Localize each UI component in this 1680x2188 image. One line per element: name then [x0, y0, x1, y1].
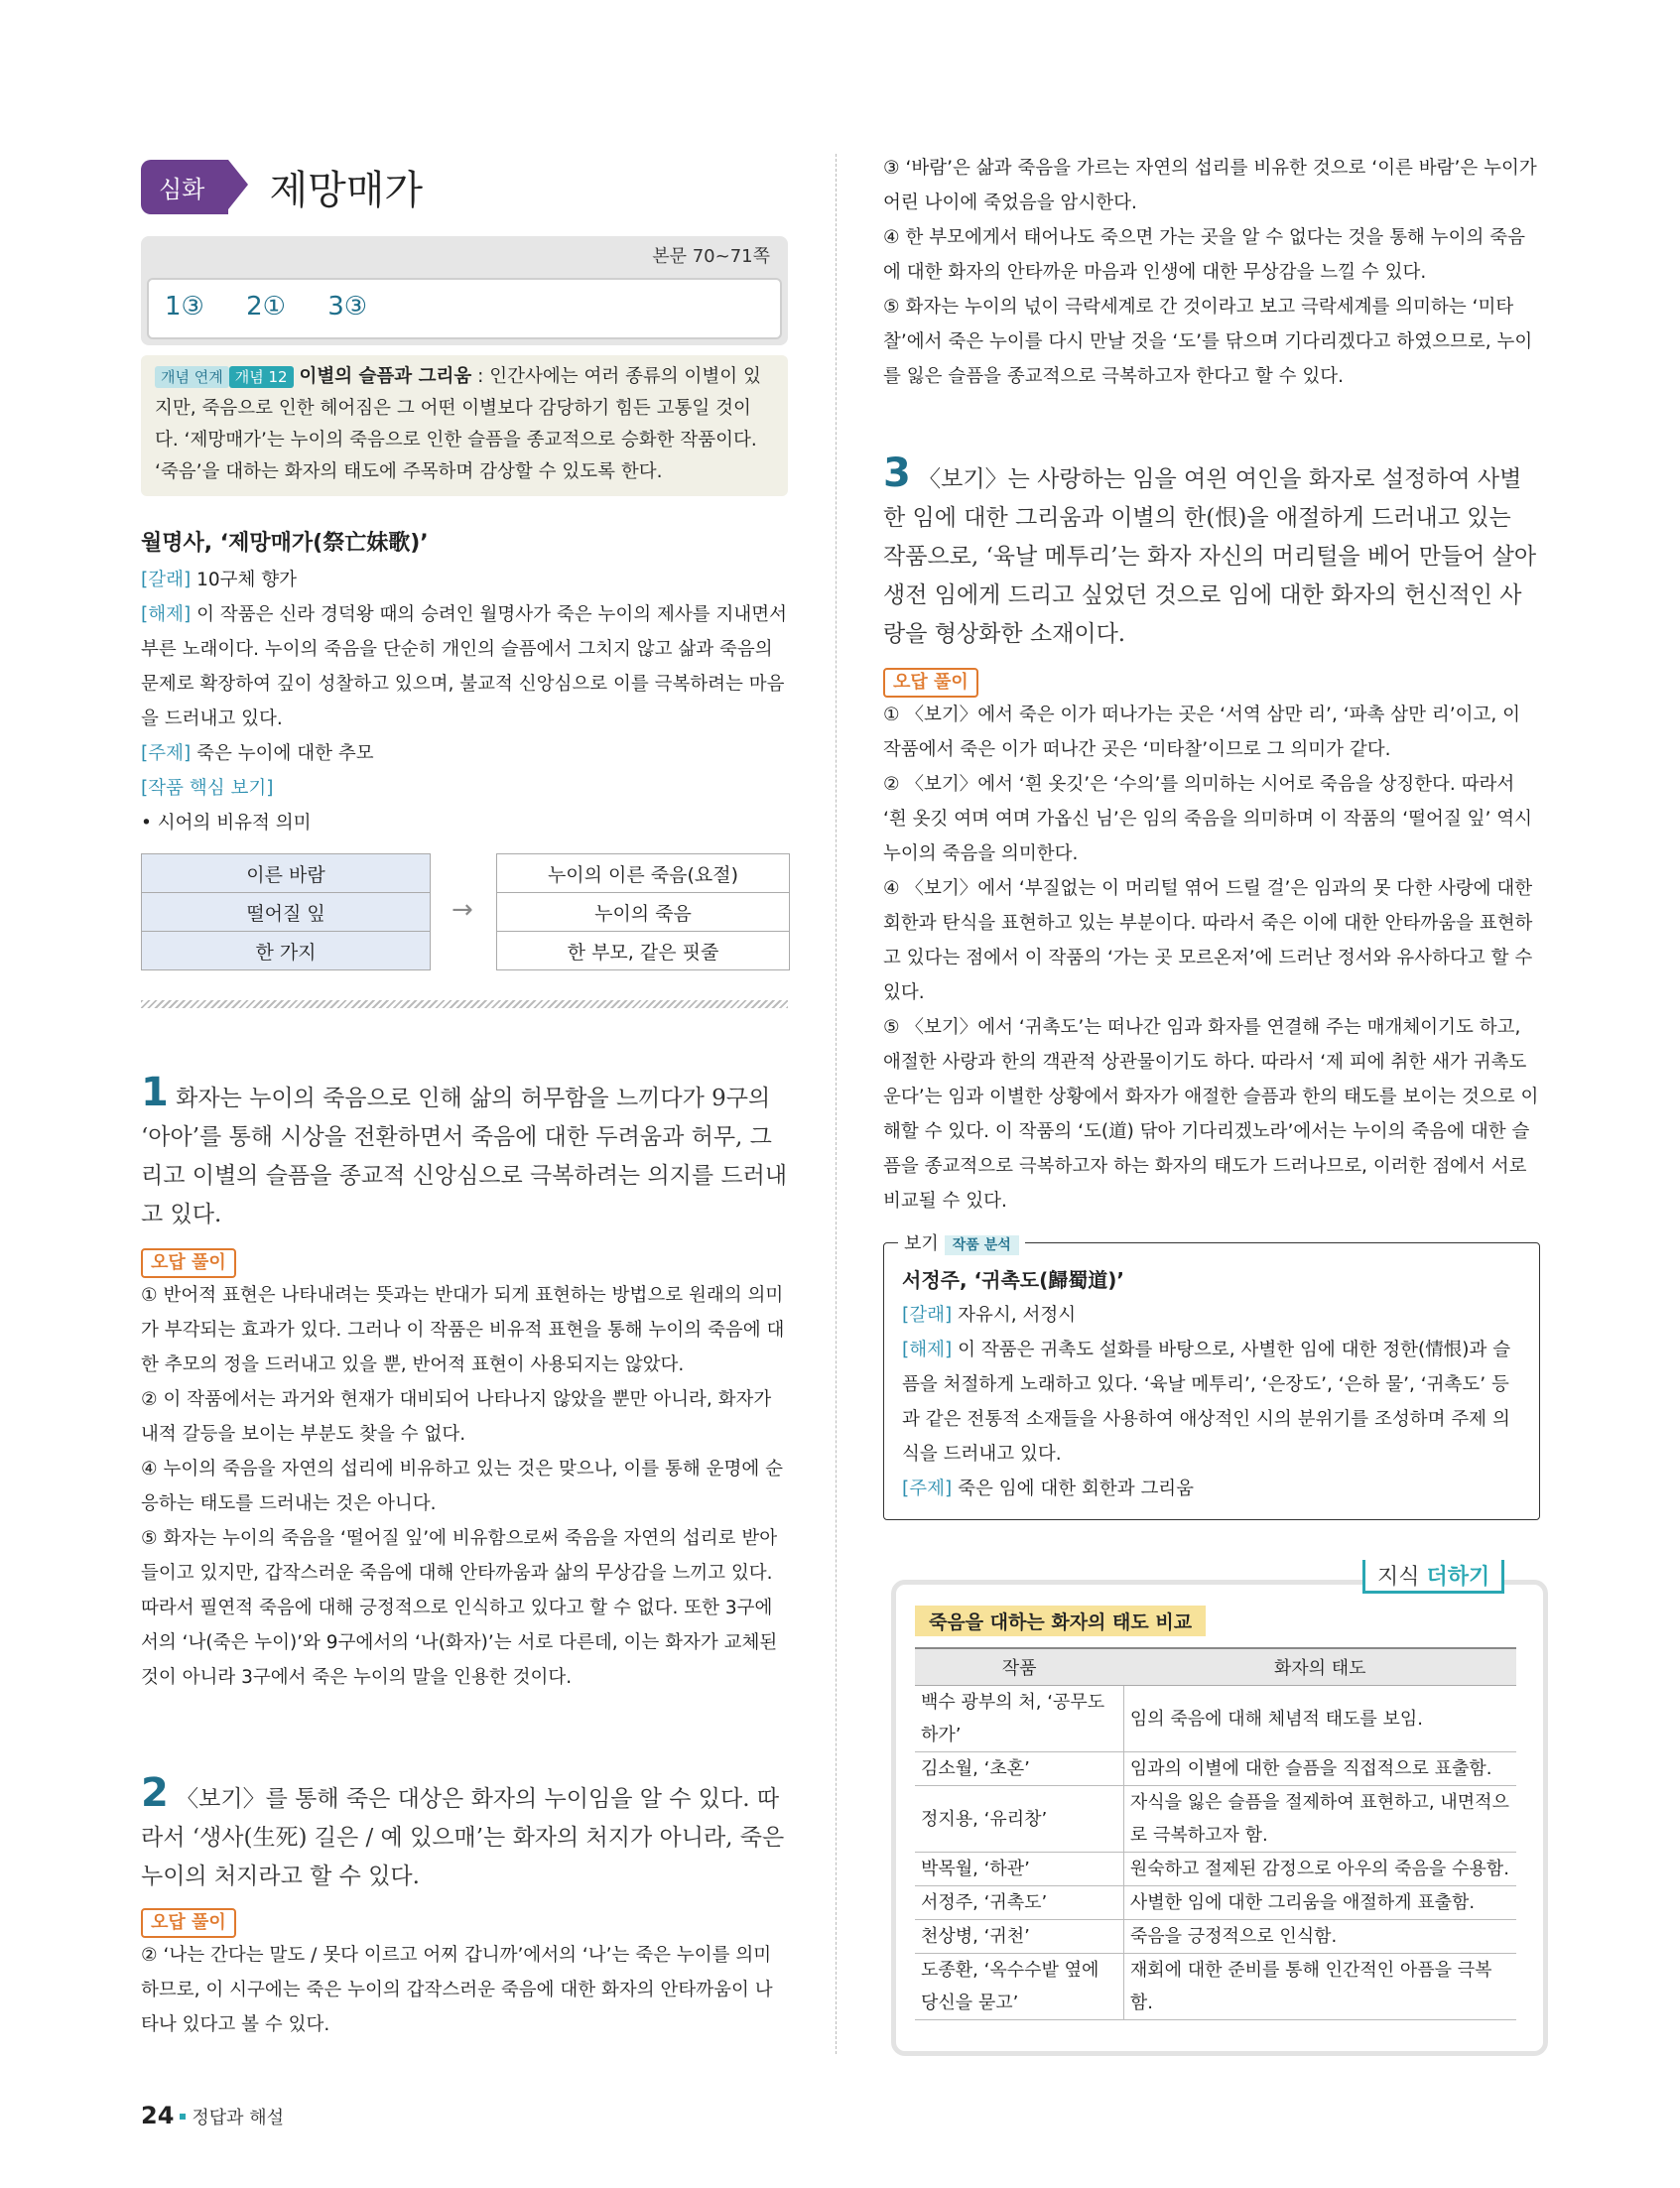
wrong-answer-badge: 오답 풀이	[141, 1908, 236, 1938]
knowledge-plus-title	[1362, 1560, 1504, 1594]
genre-text: 10구체 향가	[196, 570, 297, 590]
genre-label: [갈래]	[141, 570, 192, 590]
answer-list	[165, 292, 401, 322]
table-cell: 천상병, ‘귀천’	[915, 1920, 1123, 1954]
wrong-answer-item: ① 반어적 표현은 나타내려는 뜻과는 반대가 되게 표현하는 방법으로 원래의 의미가 부각되는 효과가 있다. 그러나 이 작품은 비유적 표현을 통해 누이의 죽음에 대한 추모의 정을 드러내고 있을 뿐, 반어적 표현이 사용되지는 않았다.	[141, 1285, 785, 1375]
wrong-answer-item: ② 〈보기〉에서 ‘흰 옷깃’은 ‘수의’를 의미하는 시어로 죽음을 상징한다. 따라서 ‘흰 옷깃 여며 여며 가옵신 님’은 임의 죽음을 의미하며 이 작품의 ‘떨어질 잎’ 역시 누이의 죽음을 의미한다.	[883, 774, 1532, 864]
table-cell: 원숙하고 절제된 감정으로 아우의 죽음을 수용함.	[1123, 1853, 1516, 1886]
question-number: 3	[883, 450, 911, 496]
page-title: 제망매가	[269, 168, 424, 213]
concept-heading: 이별의 슬픔과 그리움	[299, 366, 472, 387]
description-label: [해제]	[902, 1340, 953, 1360]
answer-box	[141, 236, 788, 345]
section-header	[141, 159, 423, 215]
table-header: 작품	[915, 1648, 1123, 1686]
table-cell: 죽음을 긍정적으로 인식함.	[1123, 1920, 1516, 1954]
page-footer	[141, 2102, 284, 2129]
footer-square-icon	[180, 2114, 186, 2120]
theme-label: [주제]	[141, 743, 192, 764]
arrow-right-icon: →	[452, 895, 473, 925]
column-divider	[836, 154, 837, 2054]
table-cell: 도종환, ‘옥수수밭 옆에 당신을 묻고’	[915, 1954, 1123, 2020]
metaphor-table-left	[141, 853, 431, 970]
genre-text: 자유시, 서정시	[958, 1305, 1077, 1326]
continued-explanations	[883, 151, 1540, 394]
table-row	[915, 1920, 1516, 1954]
wrong-answer-item: ⑤ 화자는 누이의 넋이 극락세계로 간 것이라고 보고 극락세계를 의미하는 ‘미타찰’에서 죽은 누이를 다시 만날 것을 ‘도’를 닦으며 기다리겠다고 하였으므로, 누이를 잃은 슬픔을 종교적으로 극복하고자 한다고 할 수 있다.	[883, 297, 1533, 387]
wrong-answer-badge: 오답 풀이	[883, 668, 978, 698]
genre-label: [갈래]	[902, 1305, 953, 1326]
wrong-answer-badge: 오답 풀이	[141, 1248, 236, 1278]
wrong-answer-item: ④ 한 부모에게서 태어나도 죽으면 가는 곳을 알 수 없다는 것을 통해 누이의 죽음에 대한 화자의 안타까운 마음과 인생에 대한 무상감을 느낄 수 있다.	[883, 227, 1526, 283]
question-3	[883, 450, 1540, 1219]
description-label: [해제]	[141, 604, 192, 625]
table-cell: 백수 광부의 처, ‘공무도하가’	[915, 1686, 1123, 1752]
concept-link-pill: 개념 연계	[155, 366, 229, 388]
table-cell: 임의 죽음에 대해 체념적 태도를 보임.	[1123, 1686, 1516, 1752]
table-row	[915, 1954, 1516, 2020]
question-explanation: 화자는 누이의 죽음으로 인해 삶의 허무함을 느끼다가 9구의 ‘아아’를 통해 시상을 전환하면서 죽음에 대한 두려움과 허무, 그리고 이별의 슬픔을 종교적 신앙심으로 극복하려는 의지를 드러내고 있다.	[141, 1086, 788, 1227]
description-text: 이 작품은 귀촉도 설화를 바탕으로, 사별한 임에 대한 정한(情恨)과 슬픔을 처절하게 노래하고 있다. ‘육날 메투리’, ‘은장도’, ‘은하 물’, ‘귀촉도’ 등과 같은 전통적 소재들을 사용하여 애상적인 시의 분위기를 조성하며 주제 의식을 드러내고 있다.	[902, 1340, 1511, 1465]
wrong-answer-item: ③ ‘바람’은 삶과 죽음을 가르는 자연의 섭리를 비유한 것으로 ‘이른 바람’은 누이가 어린 나이에 죽었음을 암시한다.	[883, 158, 1537, 213]
table-cell: 박목월, ‘하관’	[915, 1853, 1123, 1886]
question-number: 2	[141, 1770, 169, 1816]
answer-item: 3③	[327, 292, 368, 322]
concept-text: : 인간사에는 여러 종류의 이별이 있지만, 죽음으로 인한 헤어짐은 그 어떤 이별보다 감당하기 힘든 고통일 것이다. ‘제망매가’는 누이의 죽음으로 인한 슬픔을 종교적으로 승화한 작품이다. ‘죽음’을 대하는 화자의 태도에 주목하며 감상할 수 있도록 한다.	[155, 366, 761, 482]
knowledge-plus-title-b: 더하기	[1426, 1565, 1490, 1590]
table-cell: 정지용, ‘유리창’	[915, 1786, 1123, 1853]
page-number: 24	[141, 2102, 175, 2129]
question-explanation: 〈보기〉를 통해 죽은 대상은 화자의 누이임을 알 수 있다. 따라서 ‘생사(生死) 길은 / 예 있으매’는 화자의 처지가 아니라, 죽은 누이의 처지라고 할 수 있다.	[141, 1786, 785, 1889]
wrong-answer-item: ② 이 작품에서는 과거와 현재가 대비되어 나타나지 않았을 뿐만 아니라, 화자가 내적 갈등을 보이는 부분도 찾을 수 없다.	[141, 1389, 772, 1445]
table-cell: 김소월, ‘초혼’	[915, 1752, 1123, 1786]
concept-box	[141, 355, 788, 496]
metaphor-word: 이른 바람	[142, 854, 431, 893]
comparison-table	[915, 1647, 1516, 2020]
knowledge-plus-title-a: 지식	[1377, 1565, 1427, 1590]
metaphor-word: 떨어질 잎	[142, 893, 431, 932]
table-cell: 임과의 이별에 대한 슬픔을 직접적으로 표출함.	[1123, 1752, 1516, 1786]
metaphor-meaning: 누이의 이른 죽음(요절)	[497, 854, 790, 893]
work-title: 월명사, ‘제망매가(祭亡妹歌)’	[141, 531, 429, 556]
wrong-answer-item: ⑤ 〈보기〉에서 ‘귀촉도’는 떠나간 임과 화자를 연결해 주는 매개체이기도 하고, 애절한 사랑과 한의 객관적 상관물이기도 하다. 따라서 ‘제 피에 취한 새가 귀촉도 운다’는 임과 이별한 상황에서 화자가 애절한 슬픔과 한의 태도를 보이는 것으로 이해할 수 있다. 이 작품의 ‘도(道) 닦아 기다리겠노라’에서는 누이의 죽음에 대한 슬픔을 종교적으로 극복하고자 하는 화자의 태도가 드러나므로, 이러한 점에서 서로 비교될 수 있다.	[883, 1017, 1539, 1212]
table-row	[915, 1886, 1516, 1920]
answer-panel	[147, 278, 782, 339]
table-row	[915, 1853, 1516, 1886]
reference-work-title: 서정주, ‘귀촉도(歸蜀道)’	[902, 1268, 1124, 1292]
table-row	[915, 1686, 1516, 1752]
reference-box	[883, 1233, 1540, 1520]
table-cell: 사별한 임에 대한 그리움을 애절하게 표출함.	[1123, 1886, 1516, 1920]
table-cell: 자식을 잃은 슬픔을 절제하여 표현하고, 내면적으로 극복하고자 함.	[1123, 1786, 1516, 1853]
concept-number-pill: 개념 12	[229, 366, 294, 388]
section-tag: 심화	[141, 160, 228, 214]
reference-box-label: 보기	[904, 1233, 939, 1254]
question-number: 1	[141, 1070, 169, 1115]
table-cell: 재회에 대한 준비를 통해 인간적인 아픔을 극복함.	[1123, 1954, 1516, 2020]
wrong-answer-item: ② ‘나는 간다는 말도 / 못다 이르고 어찌 갑니까’에서의 ‘나’는 죽은 누이를 의미하므로, 이 시구에는 죽은 누이의 갑작스러운 죽음에 대한 화자의 안타까움이 나타나 있다고 볼 수 있다.	[141, 1945, 773, 2035]
question-explanation: 〈보기〉는 사랑하는 임을 여읜 여인을 화자로 설정하여 사별한 임에 대한 그리움과 이별의 한(恨)을 애절하게 드러내고 있는 작품으로, ‘육날 메투리’는 화자 자신의 머리털을 베어 만들어 살아생전 임에게 드리고 싶었던 것으로 임에 대한 화자의 헌신적인 사랑을 형상화한 소재이다.	[883, 466, 1537, 647]
wrong-answer-item: ④ 누이의 죽음을 자연의 섭리에 비유하고 있는 것은 맞으나, 이를 통해 운명에 순응하는 태도를 드러내는 것은 아니다.	[141, 1459, 784, 1514]
core-item: • 시어의 비유적 의미	[141, 813, 312, 834]
reference-box-tag: 작품 분석	[945, 1235, 1019, 1255]
theme-text: 죽은 임에 대한 회한과 그리움	[958, 1479, 1195, 1499]
answer-item: 1③	[165, 292, 204, 322]
wrong-answer-item: ④ 〈보기〉에서 ‘부질없는 이 머리털 엮어 드릴 걸’은 임과의 못 다한 사랑에 대한 회한과 탄식을 표현하고 있는 부분이다. 따라서 죽은 이에 대한 안타까움을 표현하고 있다는 점에서 이 작품의 ‘가는 곳 모르온저’에 드러난 정서와 유사하다고 할 수 있다.	[883, 878, 1533, 1003]
footer-section: 정답과 해설	[192, 2108, 285, 2128]
metaphor-meaning: 누이의 죽음	[497, 893, 790, 932]
question-1	[141, 1070, 788, 1695]
table-cell: 서정주, ‘귀촉도’	[915, 1886, 1123, 1920]
answer-item: 2①	[246, 292, 286, 322]
table-row	[915, 1786, 1516, 1853]
wrong-answer-item: ⑤ 화자는 누이의 죽음을 ‘떨어질 잎’에 비유함으로써 죽음을 자연의 섭리로 받아들이고 있지만, 갑작스러운 죽음에 대해 안타까움과 삶의 무상감을 느끼고 있다. 따라서 필연적 죽음에 대해 긍정적으로 인식하고 있다고 할 수 없다. 또한 3구에서의 ‘나(죽은 누이)’와 9구에서의 ‘나(화자)’는 서로 다른데, 이는 화자가 교체된 것이 아니라 3구에서 죽은 누이의 말을 인용한 것이다.	[141, 1528, 778, 1688]
wrong-answer-item: ① 〈보기〉에서 죽은 이가 떠나가는 곳은 ‘서역 삼만 리’, ‘파촉 삼만 리’이고, 이 작품에서 죽은 이가 떠나간 곳은 ‘미타찰’이므로 그 의미가 같다.	[883, 705, 1520, 760]
comparison-subtitle: 죽음을 대하는 화자의 태도 비교	[915, 1606, 1206, 1636]
table-header: 화자의 태도	[1123, 1648, 1516, 1686]
metaphor-table-right	[496, 853, 790, 970]
section-divider	[141, 1000, 788, 1008]
theme-text: 죽은 누이에 대한 추모	[196, 743, 374, 764]
description-text: 이 작품은 신라 경덕왕 때의 승려인 월명사가 죽은 누이의 제사를 지내면서 부른 노래이다. 누이의 죽음을 단순히 개인의 슬픔에서 그치지 않고 삶과 죽음의 문제로 확장하여 깊이 성찰하고 있으며, 불교적 신앙심으로 이를 극복하려는 마음을 드러내고 있다.	[141, 604, 788, 729]
table-row	[915, 1752, 1516, 1786]
reference-box-header	[898, 1229, 1025, 1255]
question-2	[141, 1770, 788, 2042]
core-label: [작품 핵심 보기]	[141, 778, 274, 799]
metaphor-word: 한 가지	[142, 932, 431, 970]
metaphor-meaning: 한 부모, 같은 핏줄	[497, 932, 790, 970]
work-info	[141, 526, 788, 840]
page-reference: 본문 70~71쪽	[652, 246, 770, 267]
theme-label: [주제]	[902, 1479, 953, 1499]
